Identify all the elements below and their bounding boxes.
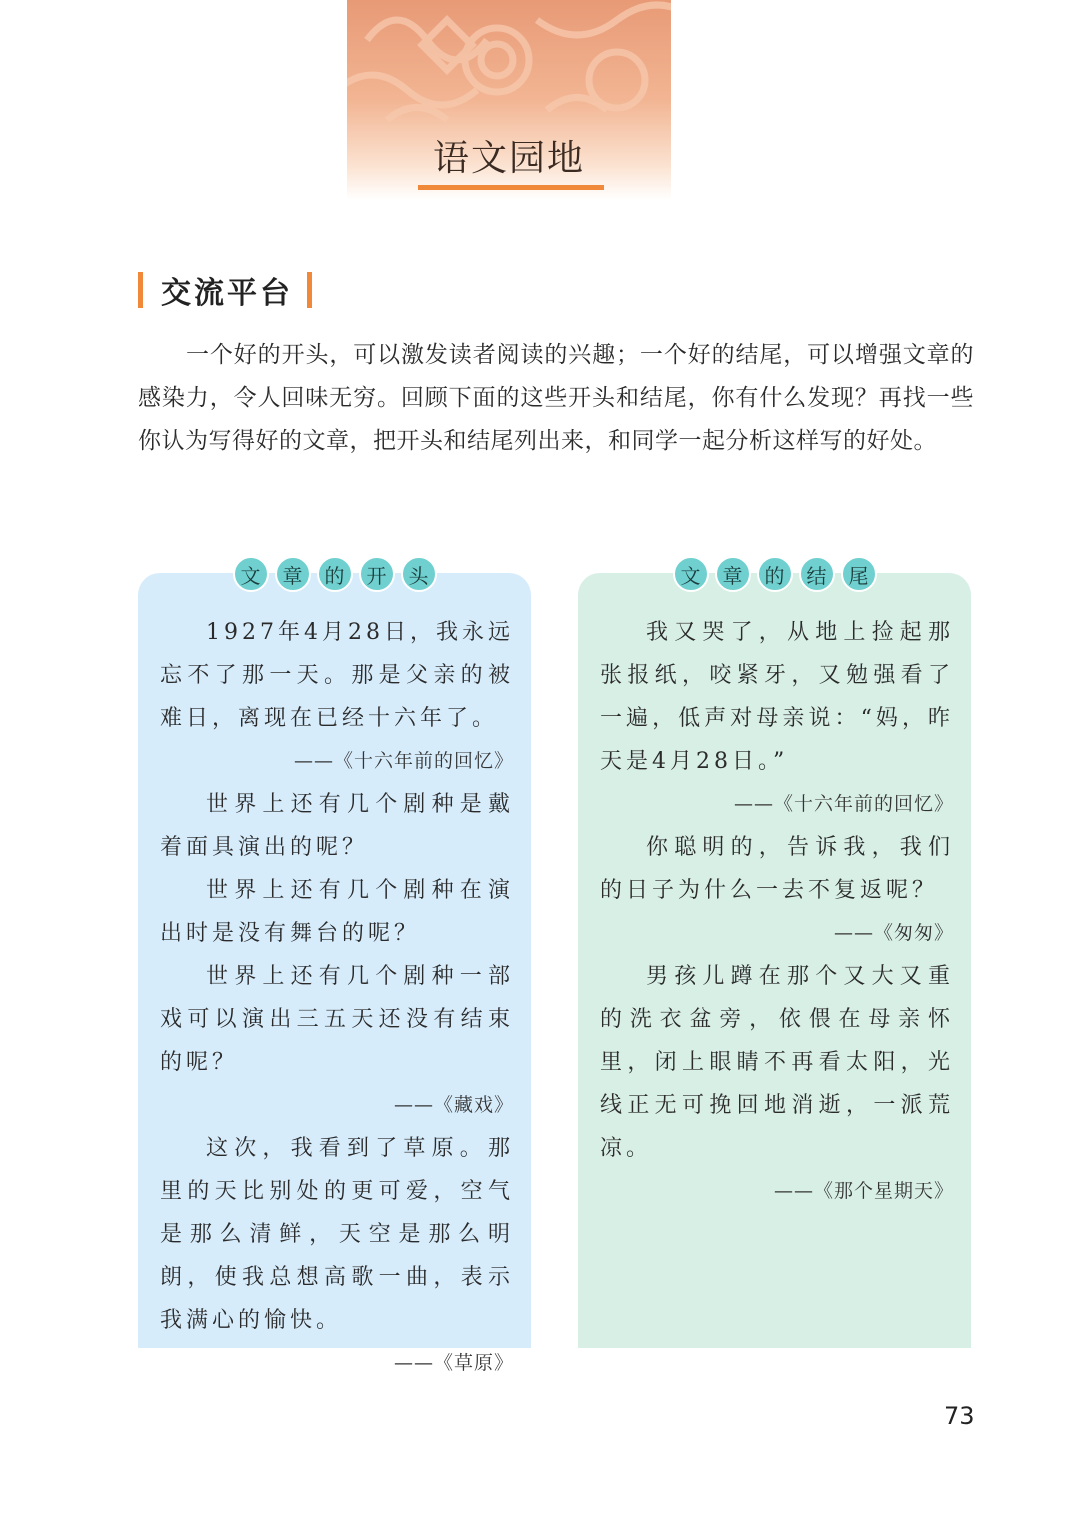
excerpt-source: ——《藏戏》 <box>393 1094 514 1116</box>
heading-char: 文 <box>673 556 709 592</box>
excerpt-paragraph: 你聪明的，告诉我，我们的日子为什么一去不复返呢？ <box>600 835 954 903</box>
page-title: 语文园地 <box>432 138 585 179</box>
title-underline <box>418 185 604 190</box>
openings-panel <box>138 563 531 1374</box>
heading-bar-right <box>307 272 312 308</box>
heading-char: 结 <box>799 556 835 592</box>
excerpt-paragraph: 世界上还有几个剧种在演出时是没有舞台的呢？ <box>160 878 514 946</box>
excerpt-source: ——《十六年前的回忆》 <box>293 750 514 772</box>
heading-char: 尾 <box>841 556 877 592</box>
heading-char: 的 <box>317 556 353 592</box>
heading-char: 章 <box>275 556 311 592</box>
excerpt-paragraph: 世界上还有几个剧种是戴着面具演出的呢？ <box>160 792 514 860</box>
excerpt-source: ——《草原》 <box>393 1352 514 1374</box>
heading-char: 的 <box>757 556 793 592</box>
intro-paragraph: 一个好的开头，可以激发读者阅读的兴趣；一个好的结尾，可以增强文章的感染力，令人回味无穷。回顾下面的这些开头和结尾，你有什么发现？再找一些你认为写得好的文章，把开头和结尾列出来，和同学一起分析这样写的好处。 <box>138 342 974 454</box>
section-title: 交流平台 <box>161 276 293 311</box>
excerpt-source: ——《那个星期天》 <box>773 1180 954 1202</box>
page-number: 73 <box>944 1402 975 1430</box>
excerpt-paragraph: 世界上还有几个剧种一部戏可以演出三五天还没有结束的呢？ <box>160 964 514 1075</box>
excerpt-source: ——《匆匆》 <box>833 922 954 944</box>
heading-bar-left <box>138 272 143 308</box>
excerpt-paragraph: 男孩儿蹲在那个又大又重的洗衣盆旁，依偎在母亲怀里，闭上眼睛不再看太阳，光线正无可挽回地消逝，一派荒凉。 <box>600 964 954 1161</box>
openings-heading <box>138 556 531 592</box>
excerpt-paragraph: 我又哭了，从地上捡起那张报纸，咬紧牙，又勉强看了一遍，低声对母亲说：“妈，昨天是4月28日。” <box>600 620 954 774</box>
endings-body <box>600 611 954 1213</box>
excerpt-source: ——《十六年前的回忆》 <box>733 793 954 815</box>
header-banner <box>347 0 671 200</box>
endings-heading <box>578 556 971 592</box>
heading-char: 开 <box>359 556 395 592</box>
excerpt-paragraph: 1927年4月28日，我永远忘不了那一天。那是父亲的被难日，离现在已经十六年了。 <box>160 620 514 731</box>
section-heading <box>138 268 312 312</box>
excerpt-paragraph: 这次，我看到了草原。那里的天比别处的更可爱，空气是那么清鲜，天空是那么明朗，使我总想高歌一曲，表示我满心的愉快。 <box>160 1136 514 1333</box>
heading-char: 头 <box>401 556 437 592</box>
openings-body <box>160 611 514 1385</box>
heading-char: 文 <box>233 556 269 592</box>
endings-panel <box>578 563 971 1348</box>
heading-char: 章 <box>715 556 751 592</box>
